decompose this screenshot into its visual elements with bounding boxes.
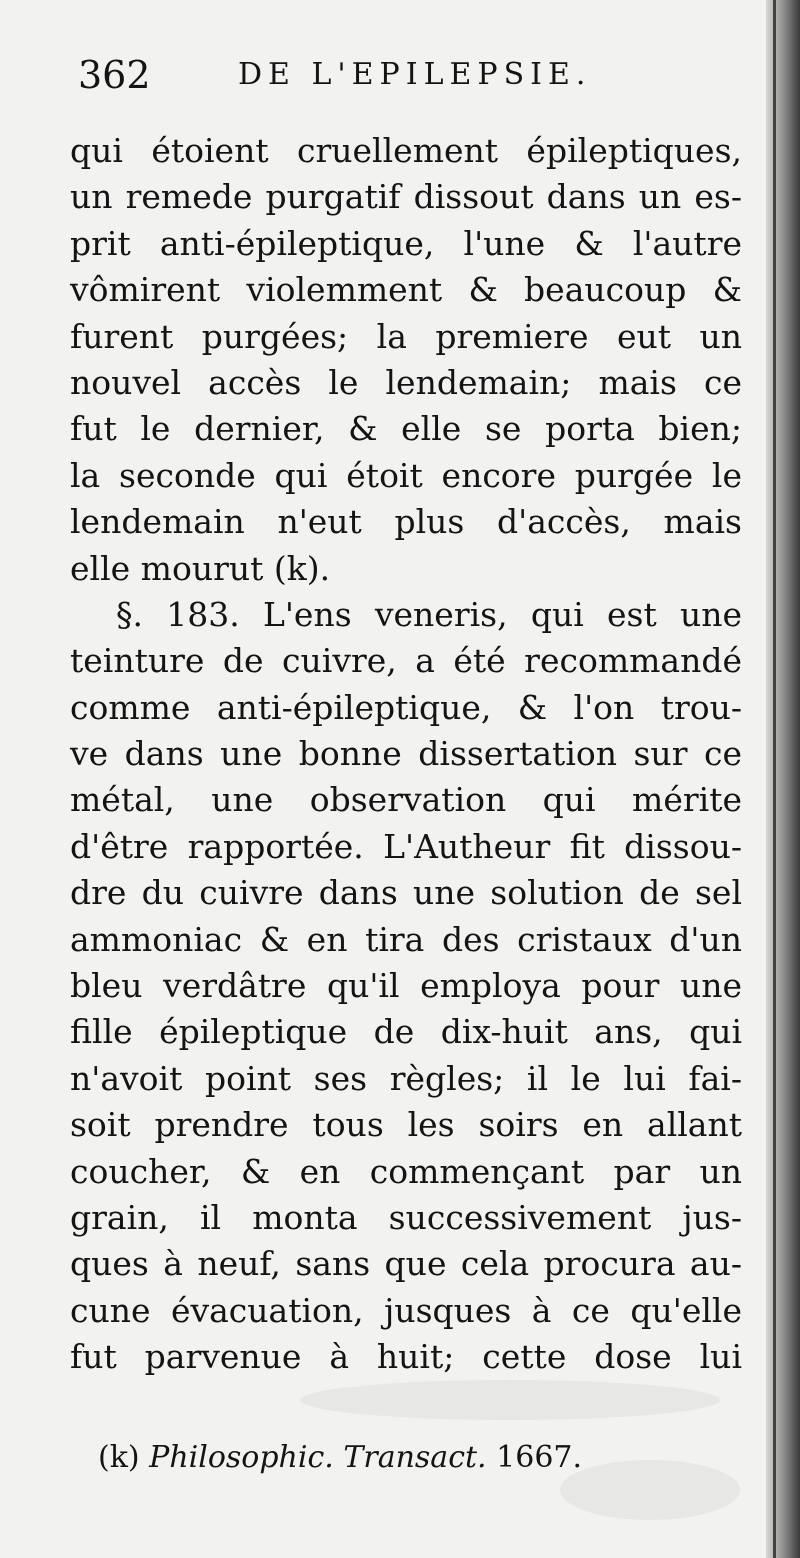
text-line: vômirent violemment & beaucoup & [70, 270, 742, 310]
text-line: métal, une observation qui mérite [70, 780, 742, 820]
binding-shadow [773, 0, 776, 1558]
text-line: fut parvenue à huit; cette dose lui [70, 1337, 742, 1377]
text-line: dre du cuivre dans une solution de sel [70, 873, 742, 913]
text-line: elle mourut (k). [70, 548, 331, 588]
text-line: d'être rapportée. L'Autheur fit dissou- [70, 826, 742, 866]
paper-stain [300, 1380, 720, 1420]
text-line: teinture de cuivre, a été recommandé [70, 641, 742, 681]
running-head [78, 50, 738, 100]
text-line: n'avoit point ses règles; il le lui fai- [70, 1058, 742, 1098]
footnote-source: Philosophic. Transact. [149, 1440, 487, 1475]
running-title: DE L'EPILEPSIE. [238, 57, 592, 92]
text-line: ve dans une bonne dissertation sur ce [70, 734, 742, 774]
text-line: soit prendre tous les soirs en allant [70, 1105, 742, 1145]
text-line: qui étoient cruellement épileptiques, [70, 131, 742, 170]
text-line: fille épileptique de dix-huit ans, qui [70, 1012, 742, 1052]
text-line: la seconde qui étoit encore purgée le [70, 455, 742, 495]
text-line: prit anti-épileptique, l'une & l'autre [70, 223, 742, 263]
text-line: ques à neuf, sans que cela procura au- [70, 1244, 742, 1284]
body-text [70, 128, 742, 1381]
text-line: ammoniac & en tira des cristaux d'un [70, 919, 742, 959]
text-line: coucher, & en commençant par un [70, 1151, 742, 1191]
text-line: nouvel accès le lendemain; mais ce [70, 362, 742, 402]
binding-edge [766, 0, 800, 1558]
footnote-year: 1667. [496, 1440, 583, 1475]
text-line: lendemain n'eut plus d'accès, mais [70, 502, 742, 542]
text-line: comme anti-épileptique, & l'on trou- [70, 687, 742, 727]
text-line: fut le dernier, & elle se porta bien; [70, 409, 742, 449]
section-start-line: §. 183. L'ens veneris, qui est une [116, 594, 742, 634]
text-line: cune évacuation, jusques à ce qu'elle [70, 1290, 742, 1330]
text-line: grain, il monta successivement jus- [70, 1197, 742, 1237]
page-number: 362 [78, 53, 151, 97]
text-line: bleu verdâtre qu'il employa pour une [70, 966, 742, 1006]
text-line: un remede purgatif dissout dans un es- [70, 177, 742, 217]
text-line: furent purgées; la premiere eut un [70, 316, 742, 356]
footnote-marker: (k) [98, 1440, 140, 1475]
footnote [98, 1436, 658, 1480]
